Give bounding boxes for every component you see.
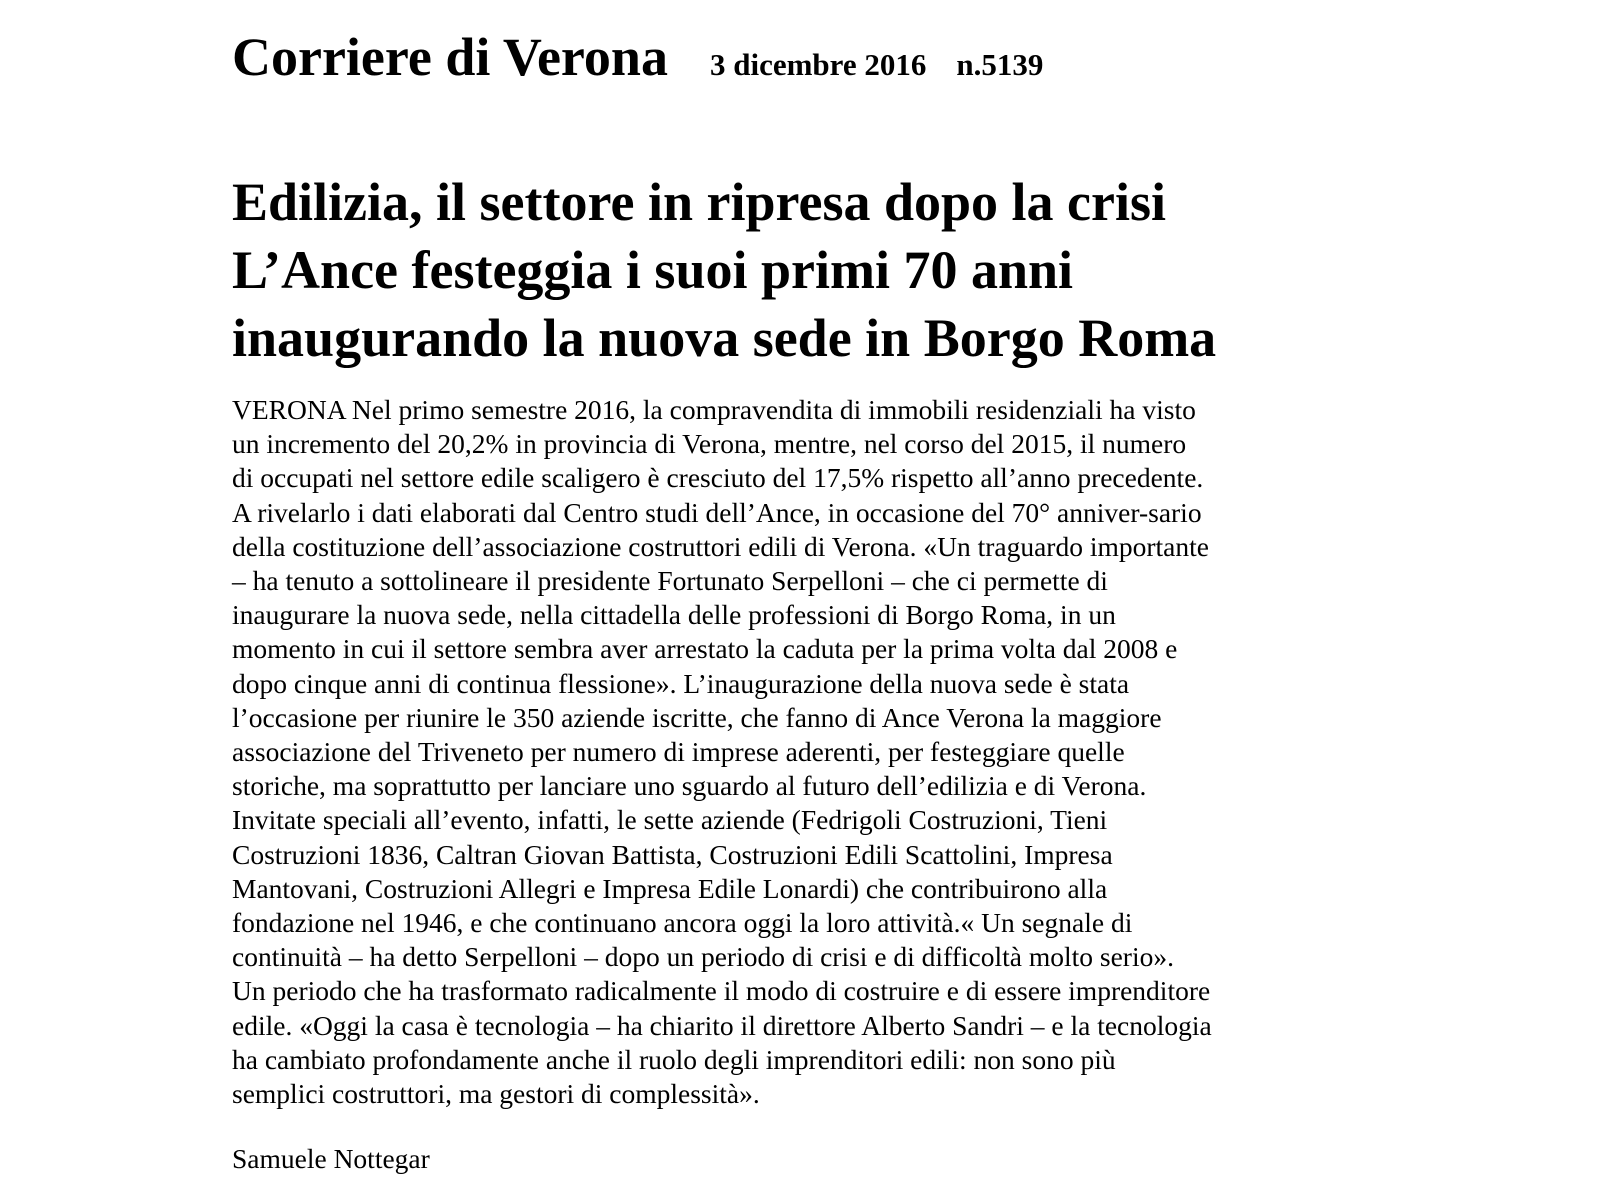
body-line: associazione del Triveneto per numero di imprese aderenti, per festeggiare quelle <box>232 736 1125 768</box>
body-line: momento in cui il settore sembra aver arrestato la caduta per la prima volta dal 2008 e <box>232 633 1178 665</box>
body-line: di occupati nel settore edile scaligero è cresciuto del 17,5% rispetto all’anno precedente. <box>232 462 1204 494</box>
article-byline: Samuele Nottegar <box>232 1143 430 1174</box>
body-line: Costruzioni 1836, Caltran Giovan Battista, Costruzioni Edili Scattolini, Impresa <box>232 838 1113 870</box>
masthead <box>232 27 1044 87</box>
body-line: edile. «Oggi la casa è tecnologia – ha chiarito il direttore Alberto Sandri – e la tecnologia <box>232 1009 1212 1041</box>
body-line: dopo cinque anni di continua flessione». L’inaugurazione della nuova sede è stata <box>232 667 1130 699</box>
body-line: della costituzione dell’associazione costruttori edili di Verona. «Un traguardo importante <box>232 530 1209 562</box>
body-line: VERONA Nel primo semestre 2016, la compravendita di immobili residenziali ha visto <box>232 394 1196 425</box>
body-line: inaugurare la nuova sede, nella cittadella delle professioni di Borgo Roma, in un <box>232 599 1116 631</box>
issue-number: n.5139 <box>956 47 1044 82</box>
headline-line: Edilizia, il settore in ripresa dopo la crisi <box>232 172 1166 232</box>
body-line: – ha tenuto a sottolineare il presidente Fortunato Serpelloni – che ci permette di <box>232 565 1108 597</box>
body-line: ha cambiato profondamente anche il ruolo degli imprenditori edili: non sono più <box>232 1043 1116 1075</box>
body-line: semplici costruttori, ma gestori di complessità». <box>232 1078 760 1110</box>
article-body <box>232 393 1572 1111</box>
body-line: l’occasione per riunire le 350 aziende iscritte, che fanno di Ance Verona la maggiore <box>232 701 1162 733</box>
body-line: continuità – ha detto Serpelloni – dopo un periodo di crisi e di difficoltà molto serio». <box>232 941 1174 973</box>
body-line: fondazione nel 1946, e che continuano ancora oggi la loro attività.« Un segnale di <box>232 907 1133 939</box>
body-line: Mantovani, Costruzioni Allegri e Impresa Edile Lonardi) che contribuirono alla <box>232 872 1108 904</box>
body-line: A rivelarlo i dati elaborati dal Centro studi dell’Ance, in occasione del 70° anniver-sario <box>232 496 1202 528</box>
article-headline <box>232 168 1552 372</box>
body-line: Un periodo che ha trasformato radicalmente il modo di costruire e di essere imprenditore <box>232 975 1211 1007</box>
body-line: Invitate speciali all’evento, infatti, le sette aziende (Fedrigoli Costruzioni, Tieni <box>232 804 1108 836</box>
issue-date: 3 dicembre 2016 <box>709 47 927 82</box>
headline-line: inaugurando la nuova sede in Borgo Roma <box>232 308 1217 368</box>
headline-line: L’Ance festeggia i suoi primi 70 anni <box>232 240 1074 300</box>
newspaper-name: Corriere di Verona <box>232 27 668 87</box>
body-line: un incremento del 20,2% in provincia di Verona, mentre, nel corso del 2015, il numero <box>232 428 1187 460</box>
body-line: storiche, ma soprattutto per lanciare uno sguardo al futuro dell’edilizia e di Verona. <box>232 770 1147 802</box>
